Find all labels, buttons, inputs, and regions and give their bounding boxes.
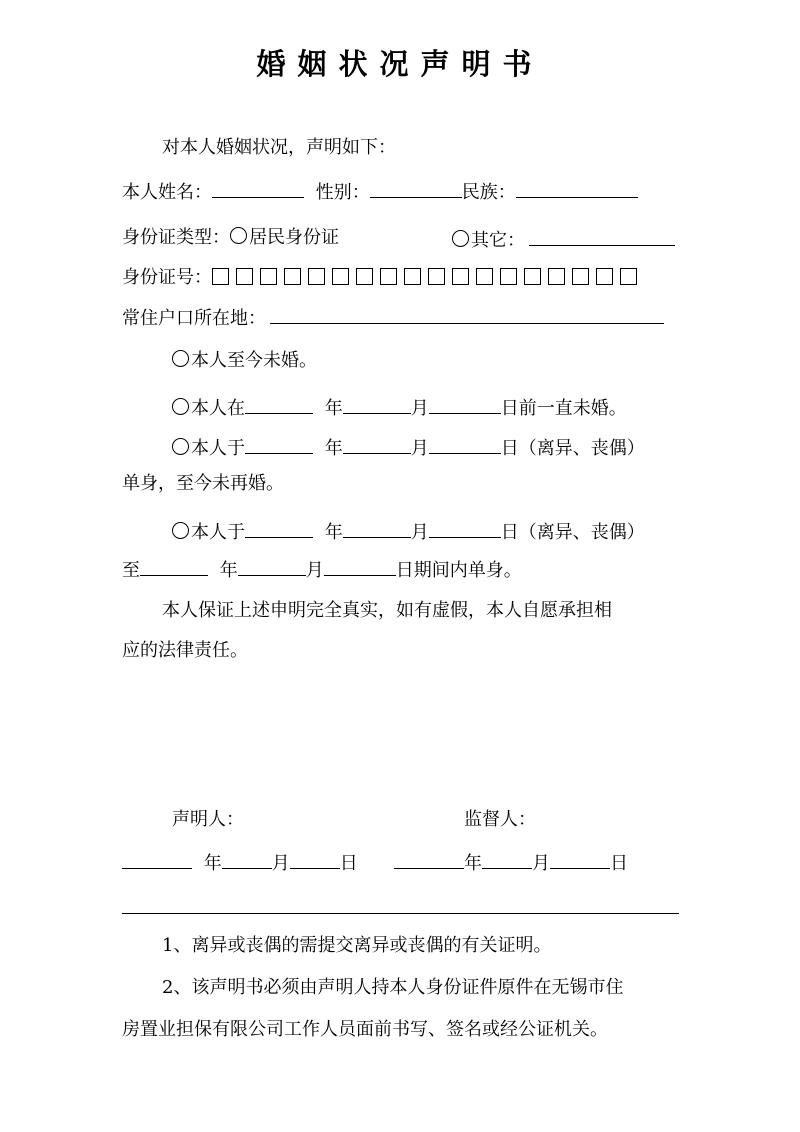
single-since-year-field[interactable] bbox=[245, 434, 313, 454]
month-label: 月 bbox=[410, 522, 429, 543]
month-label: 月 bbox=[410, 398, 429, 419]
id-digit-box[interactable] bbox=[212, 268, 229, 285]
unmarried-until-prefix: 本人在 bbox=[191, 398, 245, 419]
id-digit-box[interactable] bbox=[548, 268, 565, 285]
id-digit-box[interactable] bbox=[284, 268, 301, 285]
id-digit-box[interactable] bbox=[236, 268, 253, 285]
period-end-row bbox=[122, 556, 522, 583]
basic-info-row bbox=[122, 178, 638, 205]
id-digit-box[interactable] bbox=[308, 268, 325, 285]
id-digit-box[interactable] bbox=[380, 268, 397, 285]
declarant-year-field[interactable] bbox=[122, 849, 192, 869]
guarantee-line-1: 本人保证上述申明完全真实，如有虚假，本人自愿承担相 bbox=[162, 600, 612, 621]
id-type-other-label: 其它： bbox=[471, 230, 525, 251]
supervisor-label: 监督人： bbox=[464, 809, 536, 830]
month-label: 月 bbox=[271, 853, 290, 874]
notes-divider bbox=[122, 913, 679, 914]
id-digit-box[interactable] bbox=[500, 268, 517, 285]
id-digit-box[interactable] bbox=[524, 268, 541, 285]
supervisor-date-row bbox=[394, 849, 628, 876]
id-type-label: 身份证类型： bbox=[122, 227, 230, 248]
period-end-year-field[interactable] bbox=[140, 556, 208, 576]
radio-never-married-icon[interactable] bbox=[172, 350, 189, 367]
id-digit-box[interactable] bbox=[404, 268, 421, 285]
unmarried-year-field[interactable] bbox=[245, 394, 313, 414]
single-since-prefix: 本人于 bbox=[191, 438, 245, 459]
supervisor-month-field[interactable] bbox=[482, 849, 532, 869]
year-label: 年 bbox=[464, 853, 482, 874]
id-digit-box[interactable] bbox=[572, 268, 589, 285]
document-title: 婚姻状况声明书 bbox=[256, 47, 544, 81]
period-start-year-field[interactable] bbox=[245, 518, 313, 538]
unmarried-month-field[interactable] bbox=[343, 394, 411, 414]
guarantee-line-2: 应的法律责任。 bbox=[122, 640, 248, 661]
never-married-text: 本人至今未婚。 bbox=[191, 350, 317, 371]
other-id-field[interactable] bbox=[529, 226, 675, 246]
month-label: 月 bbox=[410, 438, 429, 459]
radio-other-id-icon[interactable] bbox=[452, 230, 469, 247]
note-1: 1、离异或丧偶的需提交离异或丧偶的有关证明。 bbox=[162, 935, 552, 956]
option-single-since bbox=[172, 434, 645, 461]
id-number-row bbox=[122, 266, 644, 292]
id-digit-box[interactable] bbox=[356, 268, 373, 285]
single-since-month-field[interactable] bbox=[343, 434, 411, 454]
ethnicity-field[interactable] bbox=[516, 178, 638, 198]
declarant-date-row bbox=[122, 849, 358, 876]
note-2-line-2: 房置业担保有限公司工作人员面前书写、签名或经公证机关。 bbox=[122, 1019, 608, 1040]
id-type-row bbox=[122, 226, 339, 250]
gender-field[interactable] bbox=[370, 178, 462, 198]
id-number-boxes[interactable] bbox=[212, 268, 644, 292]
supervisor-year-field[interactable] bbox=[394, 849, 464, 869]
day-label: 日 bbox=[610, 853, 628, 874]
id-digit-box[interactable] bbox=[596, 268, 613, 285]
intro-text: 对本人婚姻状况，声明如下： bbox=[162, 137, 396, 158]
radio-unmarried-until-icon[interactable] bbox=[172, 398, 189, 415]
radio-single-since-icon[interactable] bbox=[172, 438, 189, 455]
residence-row bbox=[122, 304, 664, 331]
id-digit-box[interactable] bbox=[332, 268, 349, 285]
gender-label: 性别： bbox=[315, 182, 370, 203]
declarant-label: 声明人： bbox=[172, 809, 244, 830]
month-label: 月 bbox=[532, 853, 550, 874]
single-not-remarried-text: 单身，至今未再婚。 bbox=[122, 473, 284, 494]
id-type-other-group bbox=[452, 226, 675, 253]
supervisor-day-field[interactable] bbox=[550, 849, 610, 869]
name-field[interactable] bbox=[212, 178, 304, 198]
radio-single-period-icon[interactable] bbox=[172, 522, 189, 539]
day-label: 日 bbox=[339, 853, 358, 874]
single-since-day-suffix: 日（离异、丧偶） bbox=[500, 438, 645, 459]
id-number-label: 身份证号： bbox=[122, 267, 212, 288]
unmarried-day-field[interactable] bbox=[429, 394, 501, 414]
to-label: 至 bbox=[122, 560, 140, 581]
single-period-prefix: 本人于 bbox=[191, 522, 245, 543]
id-digit-box[interactable] bbox=[452, 268, 469, 285]
period-end-suffix: 日期间内单身。 bbox=[395, 560, 522, 581]
radio-resident-id-icon[interactable] bbox=[230, 227, 247, 244]
id-type-resident-label: 居民身份证 bbox=[249, 227, 339, 248]
declarant-month-field[interactable] bbox=[222, 849, 272, 869]
option-never-married bbox=[172, 349, 317, 373]
unmarried-day-suffix: 日前一直未婚。 bbox=[500, 398, 627, 419]
option-unmarried-until bbox=[172, 394, 627, 421]
period-start-day-suffix: 日（离异、丧偶） bbox=[500, 522, 645, 543]
option-single-period bbox=[172, 518, 645, 545]
year-label: 年 bbox=[203, 853, 222, 874]
year-label: 年 bbox=[324, 398, 343, 419]
id-digit-box[interactable] bbox=[476, 268, 493, 285]
period-end-month-field[interactable] bbox=[238, 556, 306, 576]
residence-label: 常住户口所在地： bbox=[122, 308, 266, 329]
declarant-day-field[interactable] bbox=[290, 849, 340, 869]
period-start-day-field[interactable] bbox=[429, 518, 501, 538]
id-digit-box[interactable] bbox=[260, 268, 277, 285]
year-label: 年 bbox=[219, 560, 238, 581]
month-label: 月 bbox=[305, 560, 324, 581]
year-label: 年 bbox=[324, 438, 343, 459]
id-digit-box[interactable] bbox=[428, 268, 445, 285]
period-start-month-field[interactable] bbox=[343, 518, 411, 538]
note-2-line-1: 2、该声明书必须由声明人持本人身份证件原件在无锡市住 bbox=[162, 977, 624, 998]
id-digit-box[interactable] bbox=[620, 268, 637, 285]
year-label: 年 bbox=[324, 522, 343, 543]
ethnicity-label: 民族： bbox=[461, 182, 516, 203]
single-since-day-field[interactable] bbox=[429, 434, 501, 454]
residence-field[interactable] bbox=[270, 304, 664, 324]
name-label: 本人姓名： bbox=[122, 182, 212, 203]
period-end-day-field[interactable] bbox=[324, 556, 396, 576]
